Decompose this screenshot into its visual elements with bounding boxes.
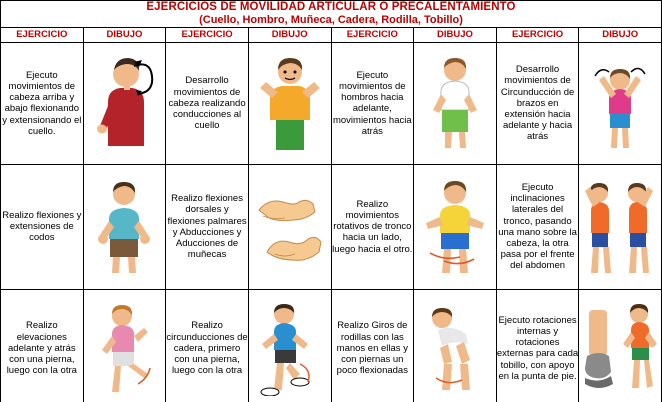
header-row [1, 27, 662, 42]
exercise-drawing [248, 42, 331, 164]
elbow-flexion-extension-figure [84, 177, 166, 277]
exercise-drawing [83, 42, 166, 164]
table-row [1, 164, 662, 289]
wrist-flexion-figure [249, 182, 331, 272]
header-drawing-3: DIBUJO [414, 27, 497, 42]
ankle-rotation-figure [579, 300, 661, 396]
table-row [1, 289, 662, 402]
exercise-description: Realizo flexiones dorsales y flexiones palmares y Abducciones y Aducciones de muñecas [166, 164, 249, 289]
header-exercise-2: EJERCICIO [166, 27, 249, 42]
exercise-description: Realizo elevaciones adelante y atrás con una pierna, luego con la otra [1, 289, 84, 402]
header-exercise-1: EJERCICIO [1, 27, 84, 42]
exercise-description: Ejecuto movimientos de hombros hacia adelante, movimientos hacia atrás [331, 42, 414, 164]
header-exercise-3: EJERCICIO [331, 27, 414, 42]
exercise-drawing [579, 42, 662, 164]
exercise-description: Realizo Giros de rodillas con las manos en ellas y con piernas un poco flexionadas [331, 289, 414, 402]
neck-flexion-extension-figure [84, 54, 166, 152]
header-drawing-1: DIBUJO [83, 27, 166, 42]
header-drawing-2: DIBUJO [248, 27, 331, 42]
exercise-drawing [414, 42, 497, 164]
exercise-description: Desarrollo movimientos de cabeza realizando conducciones al cuello [166, 42, 249, 164]
exercise-description: Ejecuto inclinaciones laterales del tronco, pasando una mano sobre la cabeza, la otra pasa por el frente del abdomen [496, 164, 579, 289]
exercise-description: Ejecuto rotaciones internas y rotaciones externas para cada tobillo, con apoyo en la punta de pie. [496, 289, 579, 402]
header-drawing-4: DIBUJO [579, 27, 662, 42]
hip-circumduction-figure [249, 300, 331, 396]
exercise-drawing [248, 164, 331, 289]
exercise-drawing [83, 289, 166, 402]
header-exercise-4: EJERCICIO [496, 27, 579, 42]
exercise-description: Realizo flexiones y extensiones de codos [1, 164, 84, 289]
lateral-trunk-bend-figure [579, 177, 661, 277]
exercise-drawing [248, 289, 331, 402]
neck-rotation-figure [249, 54, 331, 152]
table-row [1, 42, 662, 164]
document-title [1, 1, 662, 28]
knee-rotation-figure [414, 300, 496, 396]
arm-circumduction-figure [579, 54, 661, 152]
leg-swing-figure [84, 300, 166, 396]
title-line-2: (Cuello, Hombro, Muñeca, Cadera, Rodilla, Tobillo) [199, 14, 463, 27]
exercise-drawing [414, 289, 497, 402]
exercise-drawing [414, 164, 497, 289]
exercise-drawing [579, 164, 662, 289]
exercise-drawing [83, 164, 166, 289]
exercise-description: Realizo circunducciones de cadera, primero con una pierna, luego con la otra [166, 289, 249, 402]
exercise-description: Realizo movimientos rotativos de tronco hacia un lado, luego hacia el otro. [331, 164, 414, 289]
exercise-description: Ejecuto movimientos de cabeza arriba y abajo flexionando y extensionando el cuello. [1, 42, 84, 164]
exercise-drawing [579, 289, 662, 402]
shoulder-movement-figure [414, 54, 496, 152]
trunk-rotation-figure [414, 177, 496, 277]
title-line-1: EJERCICIOS DE MOVILIDAD ARTICULAR O PRECALENTAMIENTO [146, 1, 516, 13]
title-row [1, 1, 662, 28]
exercise-description: Desarrollo movimientos de Circunducción de brazos en extensión hacia adelante y hacia atrás [496, 42, 579, 164]
